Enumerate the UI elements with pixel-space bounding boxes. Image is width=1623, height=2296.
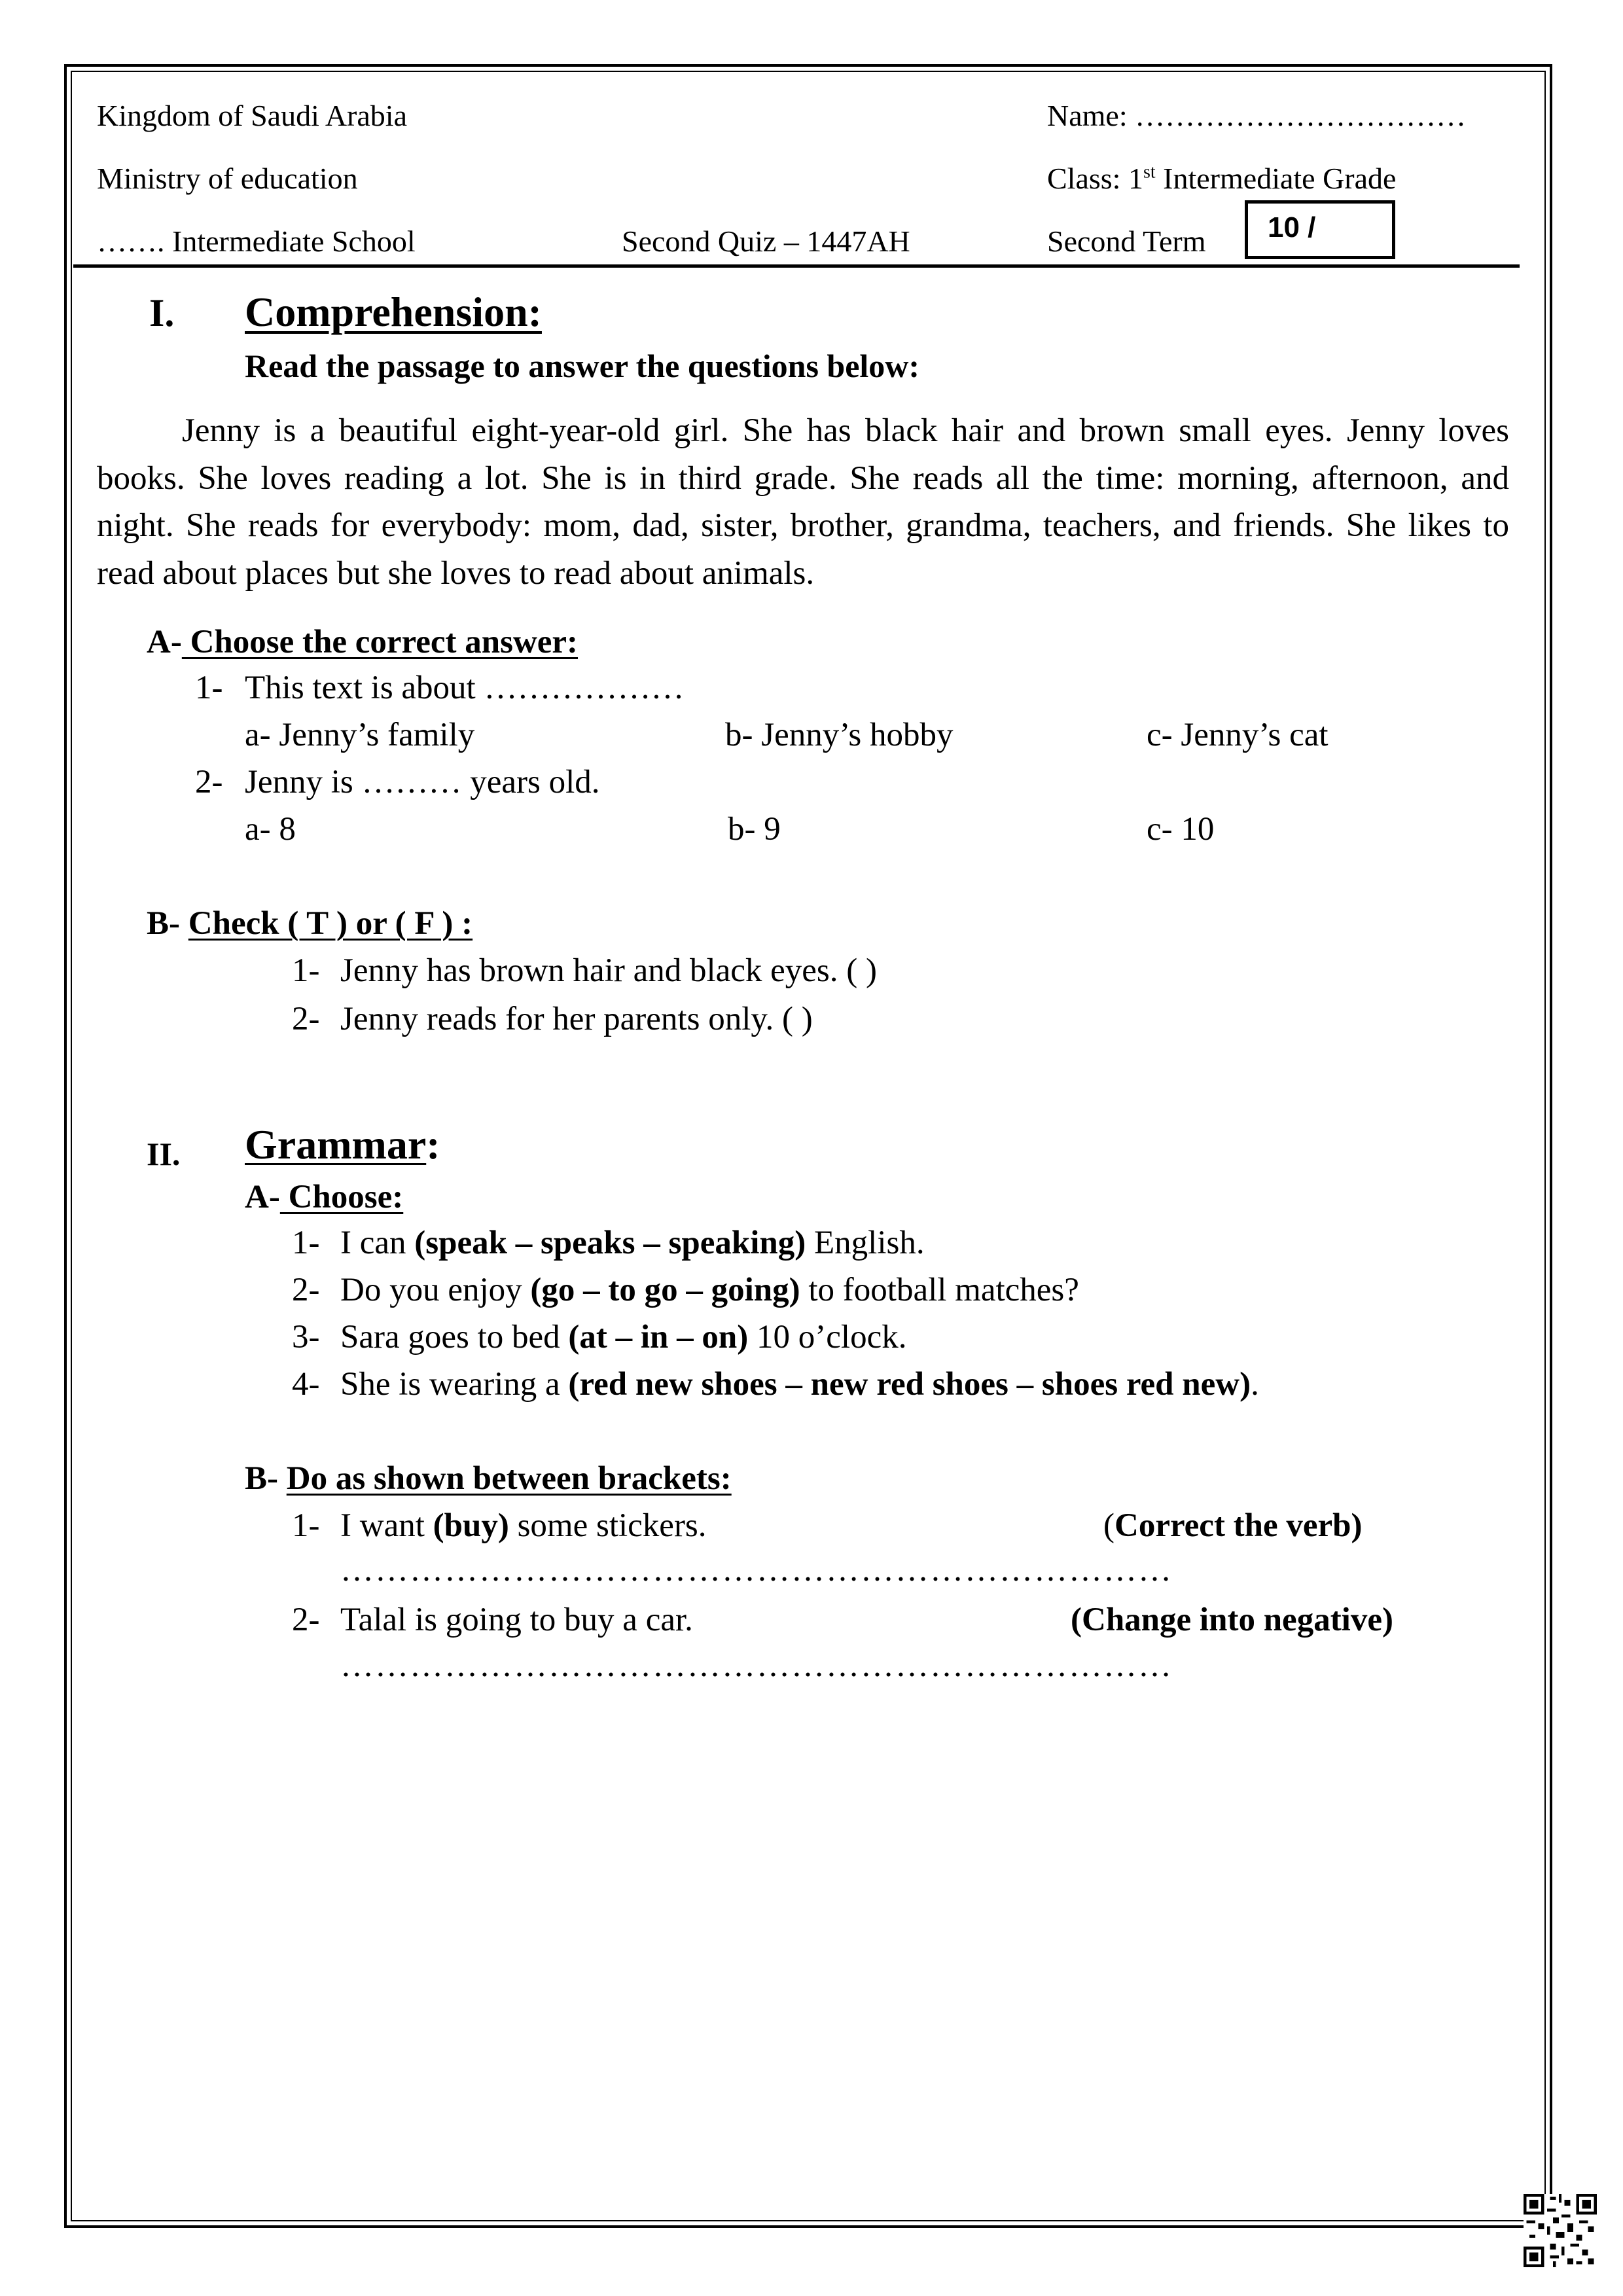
question-num: 1- [292, 1507, 320, 1544]
grammar-title: Grammar: [245, 1121, 440, 1168]
choice-question[interactable]: I can (speak – speaks – speaking) English. [340, 1225, 925, 1261]
name-field[interactable] [1047, 98, 1466, 133]
name-dots: …………………………… [1135, 99, 1467, 132]
class-label: Class: 1st Intermediate Grade [1047, 162, 1397, 195]
term-label: Second Term [1047, 224, 1206, 258]
question-num: 2- [292, 1272, 320, 1308]
option-c[interactable]: c- 10 [1147, 811, 1215, 848]
part-b-heading: B- Check ( T ) or ( F ) : [147, 905, 473, 942]
option-a[interactable]: a- Jenny’s family [245, 717, 475, 753]
choice-question[interactable]: Do you enjoy (go – to go – going) to football matches? [340, 1272, 1079, 1308]
answer-line[interactable]: ……………………………………………………………… [340, 1647, 1173, 1684]
school-label [97, 224, 416, 259]
choice-question[interactable]: Sara goes to bed (at – in – on) 10 o’clock. [340, 1319, 907, 1355]
transform-instruction: (Correct the verb) [1103, 1507, 1363, 1544]
score-value: 10 / [1268, 211, 1316, 243]
question-num: 2- [195, 764, 223, 800]
section-number-ii: II. [147, 1136, 181, 1172]
question-num: 4- [292, 1366, 320, 1403]
comprehension-instruction: Read the passage to answer the questions below: [245, 348, 920, 384]
choice-question[interactable]: She is wearing a (red new shoes – new red shoes – shoes red new). [340, 1366, 1259, 1403]
section-number-i: I. [149, 291, 175, 334]
answer-line[interactable]: ……………………………………………………………… [340, 1552, 1173, 1588]
school-dots: ……. [97, 224, 165, 258]
transform-question: Talal is going to buy a car. [340, 1602, 693, 1638]
tf-statement[interactable]: Jenny reads for her parents only. ( ) [340, 1001, 813, 1037]
option-a[interactable]: a- 8 [245, 811, 296, 848]
reading-passage: Jenny is a beautiful eight-year-old girl. She has black hair and brown small eyes. Jenny loves books. She loves reading a lot. She is in third grade. She reads all the time: morning, afternoon, and night. She reads for everybody: mom, dad, sister, brother, grandma, teachers, and friends. She likes to read about places but she loves to read about animals. [97, 412, 1509, 592]
kingdom-label: Kingdom of Saudi Arabia [97, 99, 407, 132]
option-b[interactable]: b- 9 [728, 811, 781, 848]
name-label: Name: [1047, 99, 1128, 132]
header-divider [73, 264, 1520, 268]
question-text: Jenny is ……… years old. [245, 764, 600, 800]
option-c[interactable]: c- Jenny’s cat [1147, 717, 1329, 753]
school-name: Intermediate School [172, 224, 416, 258]
question-num: 3- [292, 1319, 320, 1355]
quiz-label: Second Quiz – 1447AH [622, 224, 910, 258]
question-num: 1- [195, 670, 223, 706]
question-num: 2- [292, 1001, 320, 1037]
tf-statement[interactable]: Jenny has brown hair and black eyes. ( ) [340, 952, 877, 989]
question-num: 1- [292, 952, 320, 989]
part-a-heading: A- Choose the correct answer: [147, 624, 579, 660]
question-num: 2- [292, 1602, 320, 1638]
grammar-part-a-heading: A- Choose: [245, 1179, 404, 1215]
qr-code-icon [1524, 2194, 1597, 2267]
question-num: 1- [292, 1225, 320, 1261]
score-box[interactable] [1245, 200, 1395, 259]
transform-instruction: (Change into negative) [1071, 1602, 1393, 1638]
transform-question: I want (buy) some stickers. [340, 1507, 707, 1544]
question-text: This text is about ……………… [245, 670, 685, 706]
option-b[interactable]: b- Jenny’s hobby [725, 717, 954, 753]
ministry-label: Ministry of education [97, 162, 358, 195]
comprehension-title: Comprehension: [245, 289, 542, 335]
grammar-part-b-heading: B- Do as shown between brackets: [245, 1460, 732, 1497]
